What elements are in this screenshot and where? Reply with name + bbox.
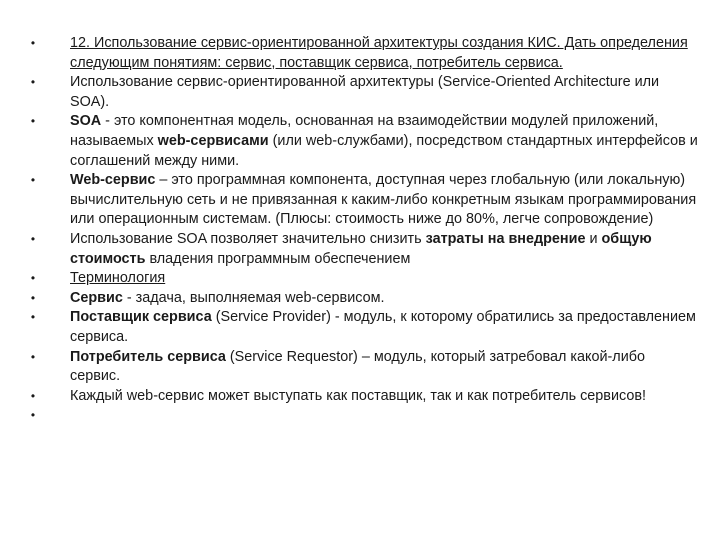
list-item-terminology xyxy=(28,269,698,289)
item-text: - это компонентная модель, основанная на взаимодействии модулей приложений, называемых xyxy=(70,113,659,149)
item-text: Использование SOA позволяет значительно снизить xyxy=(70,230,426,247)
item-text: и xyxy=(585,230,602,247)
bullet-icon: • xyxy=(30,271,36,286)
term-service-requestor: Потребитель сервиса xyxy=(70,348,226,365)
list-item-empty xyxy=(28,406,698,426)
list-item-summary xyxy=(28,387,698,407)
term-web-service: Web-сервис xyxy=(70,172,156,189)
bullet-icon: • xyxy=(30,114,36,129)
bullet-icon: • xyxy=(30,310,36,325)
terminology-link[interactable]: Терминология xyxy=(70,270,166,287)
bullet-icon: • xyxy=(30,36,36,50)
item-text: владения программным обеспечением xyxy=(145,250,411,267)
list-item-soa-definition xyxy=(28,112,698,171)
term-web-services: web-сервисами xyxy=(157,132,269,149)
bullet-icon: • xyxy=(30,349,36,364)
bullet-icon: • xyxy=(30,408,36,423)
term-total-cost: общую стоимость xyxy=(70,230,652,267)
heading-text: 12. Использование сервис-ориентированной архитектуры создания КИС. Дать определения следующим понятиям: сервис, поставщик сервиса, потребитель сервиса. xyxy=(70,35,688,71)
item-text: – это программная компонента, доступная через глобальную (или локальную) вычислительную сеть и не привязанная к каким-либо конкретным языкам программирования или операционным системам. (Плюсы: стоимость ниже до 80%, легче сопровождение) xyxy=(70,172,697,228)
list-item-web-service-definition xyxy=(28,171,698,230)
bullet-icon: • xyxy=(30,231,36,246)
item-text: Использование сервис-ориентированной архитектуры (Service-Oriented Architecture или SOA). xyxy=(70,74,660,110)
term-service-provider: Поставщик сервиса xyxy=(70,309,212,326)
item-text: (или web-службами), посредством стандартных интерфейсов и соглашений между ними. xyxy=(70,132,698,169)
list-item-service xyxy=(28,289,698,309)
list-item-service-provider xyxy=(28,308,698,347)
bullet-icon: • xyxy=(30,173,36,188)
bullet-list xyxy=(28,34,698,426)
term-implementation-cost: затраты на внедрение xyxy=(425,230,586,247)
item-text: Каждый web-сервис может выступать как поставщик, так и как потребитель сервисов! xyxy=(70,387,646,404)
bullet-icon: • xyxy=(30,290,36,305)
item-text: - задача, выполняемая web-сервисом. xyxy=(122,289,385,306)
list-item-soa-cost xyxy=(28,230,698,269)
list-item-heading xyxy=(28,34,698,73)
item-text: (Service Requestor) – модуль, который затребовал какой-либо сервис. xyxy=(70,348,645,385)
term-service: Сервис xyxy=(70,289,123,306)
item-text: (Service Provider) - модуль, к которому обратились за предоставлением сервиса. xyxy=(70,309,696,345)
list-item-soa-usage xyxy=(28,73,698,112)
bullet-icon: • xyxy=(30,388,36,403)
term-soa: SOA xyxy=(70,113,102,130)
bullet-icon: • xyxy=(30,75,36,90)
list-item-service-requestor xyxy=(28,348,698,387)
